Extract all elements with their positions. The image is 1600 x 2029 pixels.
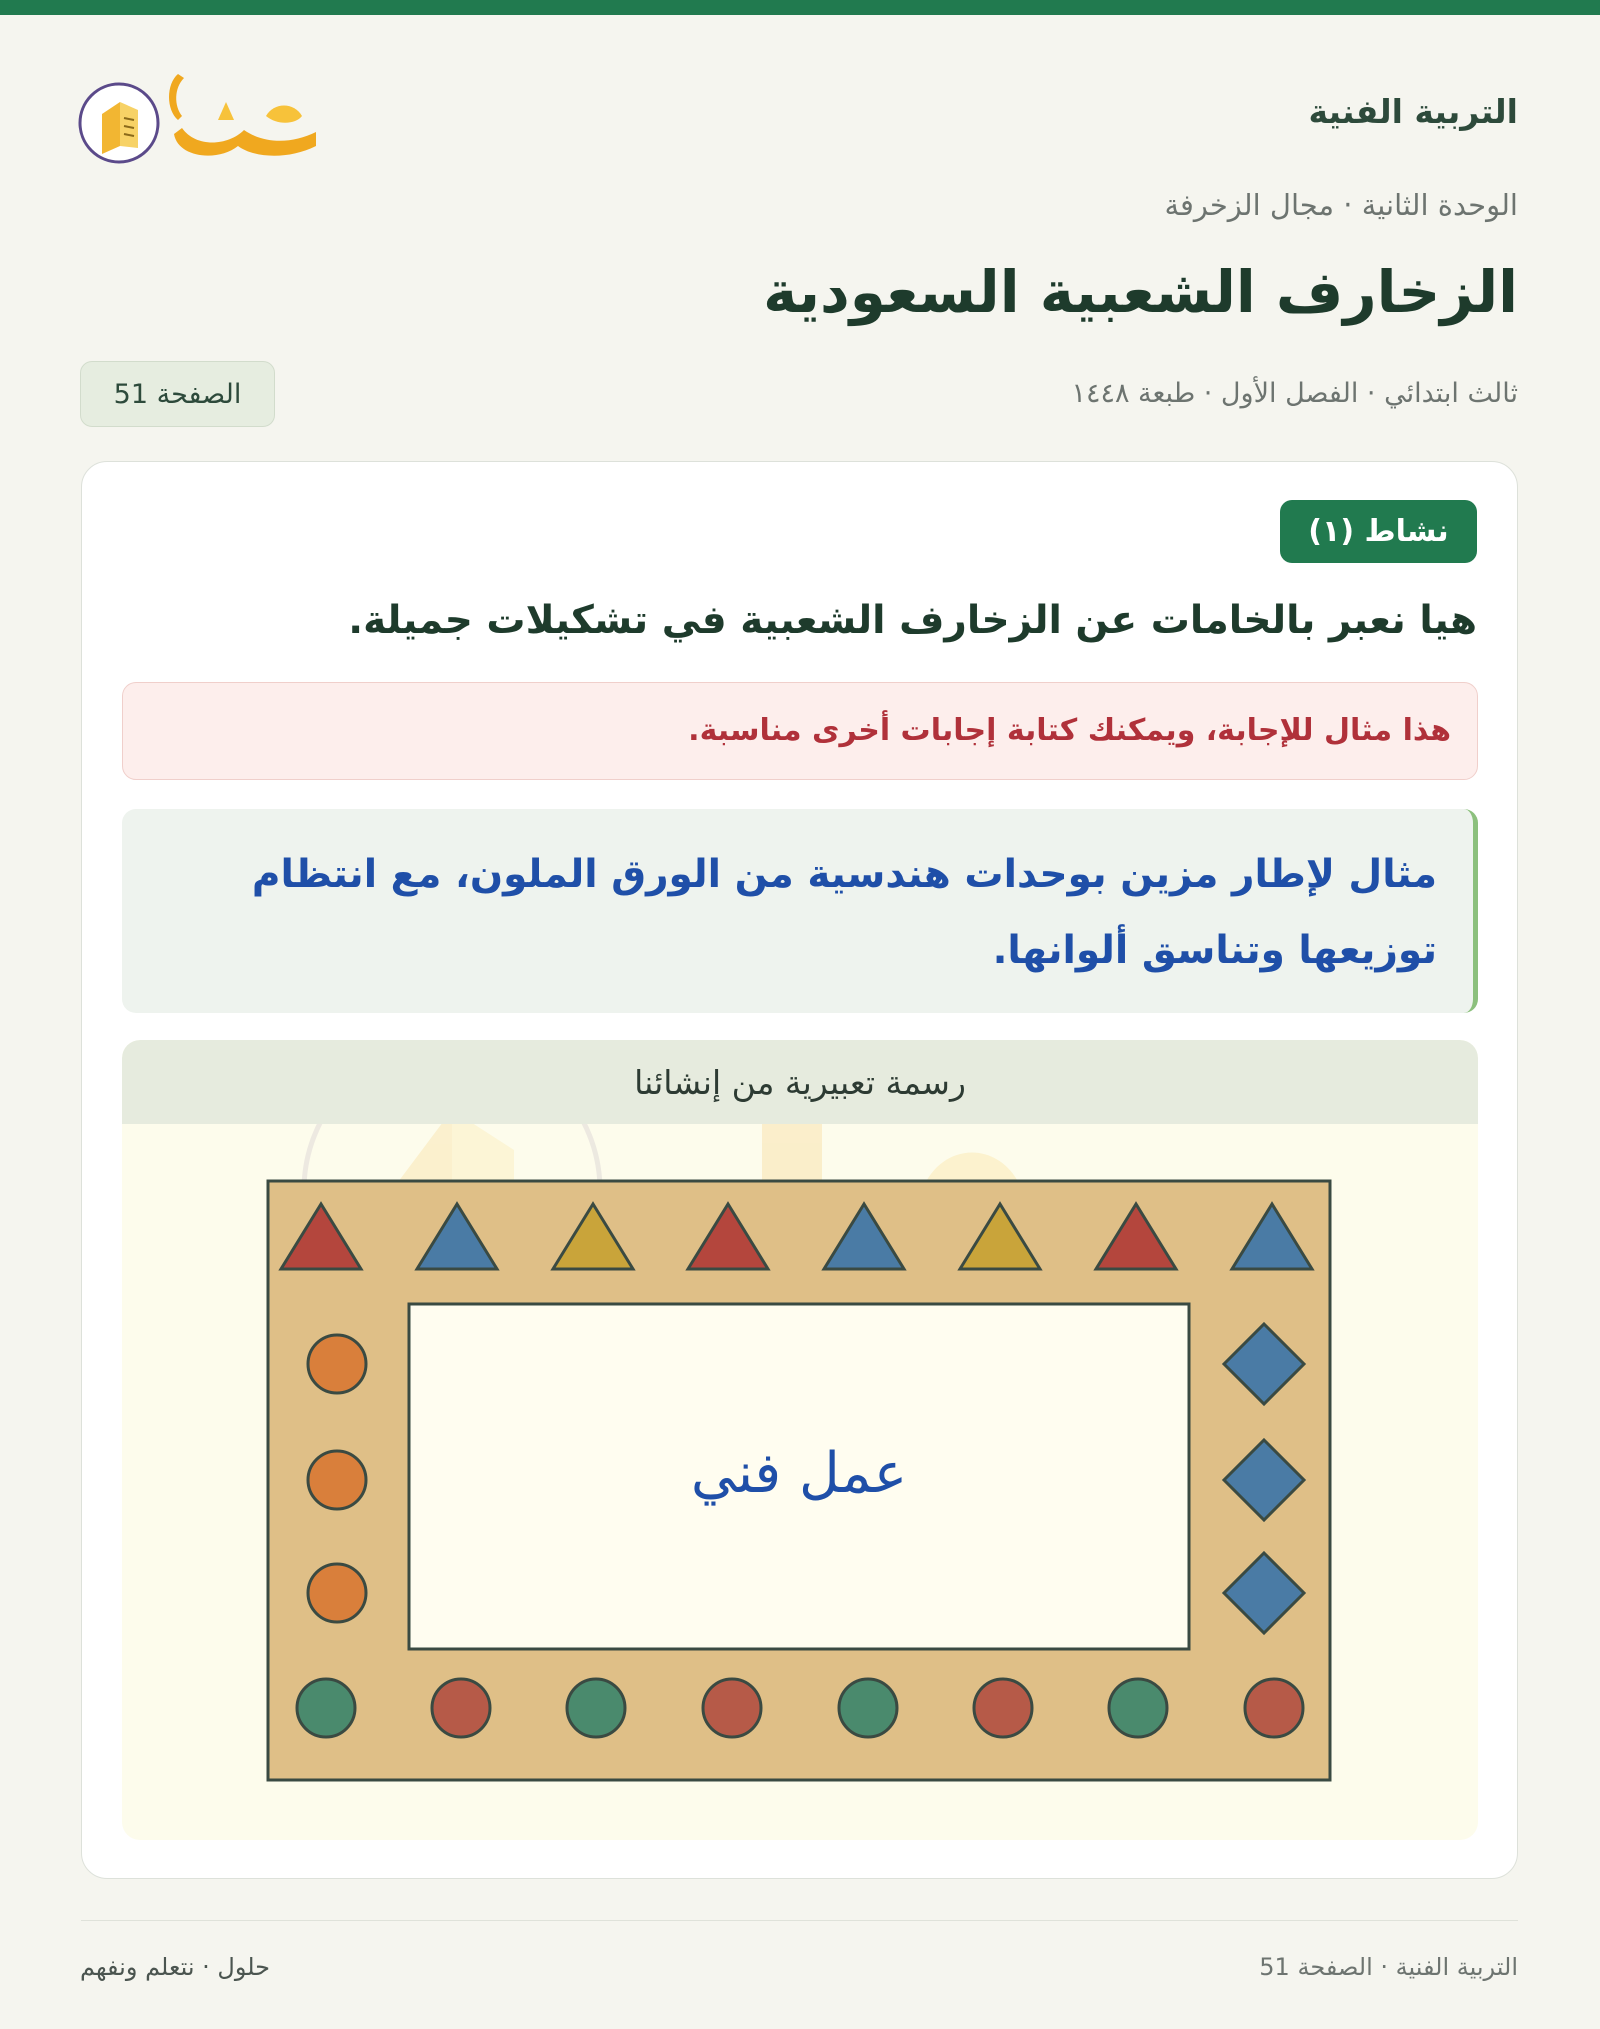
activity-badge: نشاط (١) bbox=[1280, 500, 1477, 563]
subject-title: التربية الفنية bbox=[1308, 92, 1518, 131]
circle-ornament bbox=[432, 1679, 490, 1737]
footer-brand: حلول · نتعلم ونفهم bbox=[80, 1953, 270, 1981]
activity-instruction: هيا نعبر بالخامات عن الزخارف الشعبية في تشكيلات جميلة. bbox=[348, 598, 1477, 643]
artwork-label: عمل فني bbox=[690, 1441, 908, 1506]
activity-card bbox=[81, 461, 1518, 1879]
circle-ornament bbox=[297, 1679, 355, 1737]
drawing-header: رسمة تعبيرية من إنشائنا bbox=[122, 1040, 1478, 1124]
hulul-logo bbox=[78, 62, 328, 172]
top-accent-bar bbox=[0, 0, 1600, 15]
lesson-title: الزخارف الشعبية السعودية bbox=[763, 258, 1518, 326]
footer-page-info: التربية الفنية · الصفحة 51 bbox=[1259, 1953, 1518, 1981]
decorated-frame-artwork bbox=[122, 1040, 1478, 1840]
page-number-badge: الصفحة 51 bbox=[80, 361, 275, 427]
answer-box bbox=[122, 809, 1478, 1013]
example-note-text: هذا مثال للإجابة، ويمكنك كتابة إجابات أخرى مناسبة. bbox=[688, 713, 1451, 748]
circle-ornament bbox=[308, 1564, 366, 1622]
answer-text: مثال لإطار مزين بوحدات هندسية من الورق الملون، مع انتظام توزيعها وتناسق ألوانها. bbox=[251, 852, 1437, 973]
drawing-area bbox=[122, 1040, 1478, 1840]
circle-ornament bbox=[308, 1451, 366, 1509]
circle-ornament bbox=[839, 1679, 897, 1737]
circle-ornament bbox=[703, 1679, 761, 1737]
circle-ornament bbox=[1109, 1679, 1167, 1737]
circle-ornament bbox=[1245, 1679, 1303, 1737]
circle-ornament bbox=[567, 1679, 625, 1737]
example-note bbox=[122, 682, 1478, 780]
footer-divider bbox=[81, 1920, 1518, 1921]
unit-subtitle: الوحدة الثانية · مجال الزخرفة bbox=[1164, 188, 1518, 222]
circle-ornament bbox=[974, 1679, 1032, 1737]
circle-ornament bbox=[308, 1335, 366, 1393]
grade-info: ثالث ابتدائي · الفصل الأول · طبعة ١٤٤٨ bbox=[1071, 378, 1518, 409]
